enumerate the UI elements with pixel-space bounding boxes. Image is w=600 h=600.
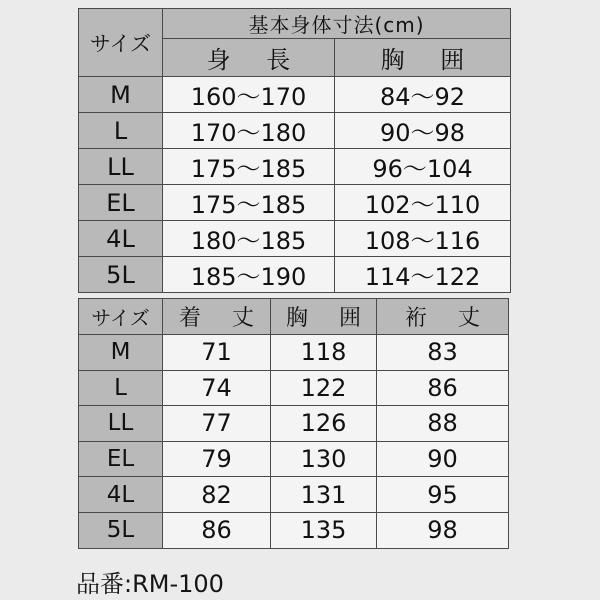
table-row (79, 512, 509, 548)
table-row (79, 370, 509, 406)
garment-chest-value: 130 (271, 441, 377, 477)
garment-sleeve-value: 95 (377, 477, 509, 513)
garment-length-value: 77 (163, 406, 271, 442)
size-label: EL (79, 441, 163, 477)
size-label: LL (79, 149, 163, 185)
garment-chest-value: 126 (271, 406, 377, 442)
garment-sleeve-header: 裄 丈 (377, 299, 509, 335)
garment-sleeve-value: 88 (377, 406, 509, 442)
garment-sleeve-value: 90 (377, 441, 509, 477)
height-range: 180～185 (163, 221, 335, 257)
size-label: 5L (79, 512, 163, 548)
table-row (79, 77, 511, 113)
table-row (79, 149, 511, 185)
garment-sleeve-value: 98 (377, 512, 509, 548)
height-range: 175～185 (163, 149, 335, 185)
body-size-height-header: 身 長 (163, 39, 335, 77)
table-row (79, 221, 511, 257)
height-range: 175～185 (163, 185, 335, 221)
size-label: L (79, 113, 163, 149)
garment-chest-value: 131 (271, 477, 377, 513)
garment-size-header-row (79, 299, 509, 335)
height-range: 170～180 (163, 113, 335, 149)
size-label: L (79, 370, 163, 406)
table-row (79, 113, 511, 149)
height-range: 160～170 (163, 77, 335, 113)
product-number: 品番:RM-100 (76, 570, 224, 598)
body-size-size-header: サイズ (79, 9, 163, 77)
garment-chest-value: 122 (271, 370, 377, 406)
size-label: EL (79, 185, 163, 221)
size-label: 4L (79, 477, 163, 513)
body-size-title: 基本身体寸法(cm) (163, 9, 511, 39)
garment-sleeve-value: 83 (377, 335, 509, 371)
garment-chest-value: 118 (271, 335, 377, 371)
chest-range: 102～110 (335, 185, 511, 221)
table-row (79, 185, 511, 221)
garment-length-header: 着 丈 (163, 299, 271, 335)
garment-chest-value: 135 (271, 512, 377, 548)
chest-range: 90～98 (335, 113, 511, 149)
garment-size-table (78, 298, 509, 549)
garment-chest-header: 胸 囲 (271, 299, 377, 335)
size-label: 5L (79, 257, 163, 293)
table-row (79, 406, 509, 442)
body-size-table (78, 8, 511, 293)
garment-length-value: 82 (163, 477, 271, 513)
garment-size-size-header: サイズ (79, 299, 163, 335)
size-label: M (79, 335, 163, 371)
chest-range: 114～122 (335, 257, 511, 293)
table-row (79, 335, 509, 371)
garment-length-value: 79 (163, 441, 271, 477)
chest-range: 84～92 (335, 77, 511, 113)
table-row (79, 477, 509, 513)
garment-length-value: 74 (163, 370, 271, 406)
body-size-title-row (79, 9, 511, 39)
size-label: 4L (79, 221, 163, 257)
chest-range: 108～116 (335, 221, 511, 257)
size-label: LL (79, 406, 163, 442)
garment-length-value: 86 (163, 512, 271, 548)
body-size-chest-header: 胸 囲 (335, 39, 511, 77)
size-label: M (79, 77, 163, 113)
chest-range: 96～104 (335, 149, 511, 185)
garment-length-value: 71 (163, 335, 271, 371)
table-row (79, 441, 509, 477)
table-row (79, 257, 511, 293)
garment-sleeve-value: 86 (377, 370, 509, 406)
height-range: 185～190 (163, 257, 335, 293)
